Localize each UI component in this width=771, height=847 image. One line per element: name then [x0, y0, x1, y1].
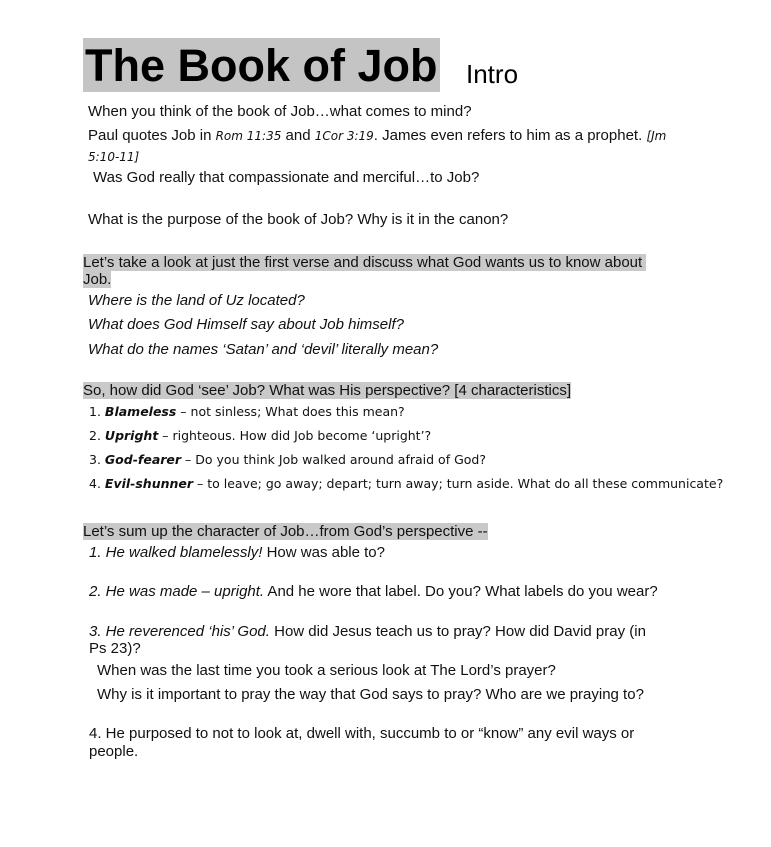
intro-paul-line — [88, 127, 666, 145]
character-point-2 — [89, 583, 658, 601]
section2-heading — [83, 382, 571, 400]
intro-paul-text-c: . James even refers to him as a prophet. — [373, 127, 647, 144]
intro-paul-text-b: and — [281, 127, 315, 144]
section2-heading-text: So, how did God ‘see’ Job? What was His perspective? [4 characteristics] — [83, 382, 571, 399]
document-title: The Book of Job — [85, 40, 438, 91]
intro-question-2: Was God really that compassionate and merciful…to Job? — [93, 169, 480, 186]
scripture-ref-jm: [Jm — [646, 129, 667, 143]
character-point-3-sub: Why is it important to pray the way that God says to pray? Who are we praying to? — [97, 686, 644, 703]
item-number: 1. — [89, 404, 101, 419]
item-description: – to leave; go away; depart; turn away; turn aside. What do all these communicate? — [193, 476, 724, 491]
character-point-3 — [89, 623, 646, 641]
section1-question: Where is the land of Uz located? — [88, 292, 305, 309]
item-number: 4. — [89, 476, 101, 491]
item-description: – not sinless; What does this mean? — [176, 404, 405, 419]
character-point-4-cont: people. — [89, 743, 139, 760]
section1-heading-line2: Job. — [83, 271, 112, 288]
section1-question: What do the names ‘Satan’ and ‘devil’ literally mean? — [88, 341, 439, 358]
point-text: How was able to? — [262, 544, 385, 561]
characteristic-item — [89, 428, 431, 444]
section1-question: What does God Himself say about Job himself? — [88, 316, 404, 333]
point-text: And he wore that label. Do you? What labels do you wear? — [264, 583, 658, 600]
intro-question-1: When you think of the book of Job…what comes to mind? — [88, 103, 472, 120]
point-emphasis: 1. He walked blamelessly! — [89, 544, 263, 561]
item-description: – righteous. How did Job become ‘upright’? — [158, 428, 432, 443]
characteristic-item — [89, 476, 723, 492]
intro-question-3: What is the purpose of the book of Job? Why is it in the canon? — [88, 211, 509, 228]
item-term: Evil-shunner — [104, 476, 194, 491]
section3-heading-text: Let’s sum up the character of Job…from God’s perspective -- — [83, 523, 488, 540]
section1-heading-line1: Let’s take a look at just the first verse and discuss what God wants us to know about — [83, 254, 646, 271]
document-subtitle: Intro — [466, 59, 519, 89]
item-description: – Do you think Job walked around afraid of God? — [181, 452, 486, 467]
scripture-ref-jm-cont: 5:10-11] — [88, 150, 140, 164]
point-emphasis: 2. He was made – upright. — [89, 583, 265, 600]
point-text: How did Jesus teach us to pray? How did David pray (in — [269, 623, 646, 640]
item-number: 2. — [89, 428, 101, 443]
scripture-ref-cor: 1Cor 3:19 — [314, 129, 374, 143]
item-term: God-fearer — [104, 452, 182, 467]
intro-paul-text-a: Paul quotes Job in — [88, 127, 216, 144]
character-point-4: 4. He purposed to not to look at, dwell with, succumb to or “know” any evil ways or — [89, 725, 635, 742]
section3-heading — [83, 523, 488, 541]
item-number: 3. — [89, 452, 101, 467]
characteristic-item — [89, 404, 405, 420]
item-term: Upright — [104, 428, 159, 443]
point-emphasis: 3. He reverenced ‘his’ God. — [89, 623, 270, 640]
section1-heading — [83, 254, 646, 272]
characteristic-item — [89, 452, 486, 468]
item-term: Blameless — [104, 404, 177, 419]
character-point-1 — [89, 544, 385, 562]
section1-heading-cont — [83, 271, 111, 289]
character-point-3-cont: Ps 23)? — [89, 640, 141, 657]
character-point-3-sub: When was the last time you took a serious look at The Lord’s prayer? — [97, 662, 556, 679]
scripture-ref-rom: Rom 11:35 — [215, 129, 282, 143]
